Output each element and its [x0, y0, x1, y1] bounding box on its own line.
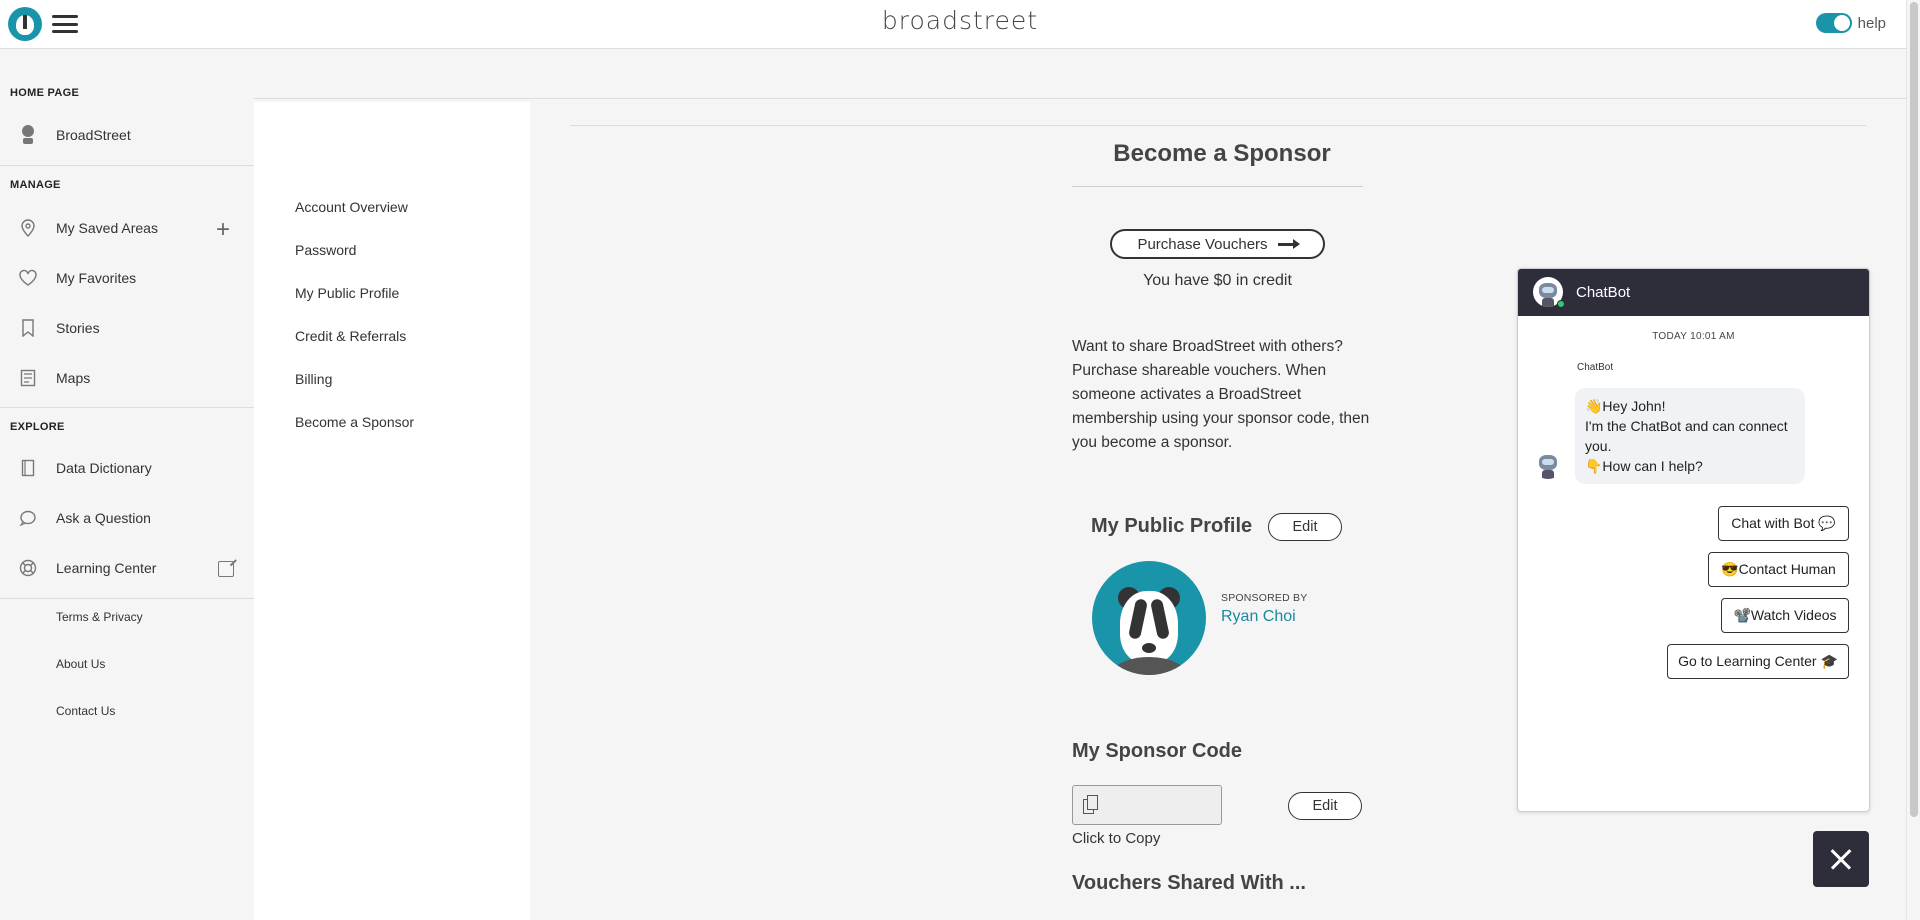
public-profile-link[interactable]: My Public Profile	[295, 285, 400, 301]
chat-bubble-icon	[18, 508, 38, 528]
online-status-icon	[1557, 300, 1565, 308]
sidebar-item-label: BroadStreet	[56, 127, 131, 143]
sidebar-item-label: Ask a Question	[56, 510, 151, 526]
watch-videos-button[interactable]: 📽️Watch Videos	[1721, 598, 1849, 633]
chatbot-header	[1518, 269, 1869, 316]
sidebar-item-stories[interactable]	[0, 308, 254, 348]
sidebar-item-label: Stories	[56, 320, 100, 336]
sidebar-item-data-dictionary[interactable]	[0, 448, 254, 488]
chat-sender-name: ChatBot	[1577, 362, 1614, 373]
help-toggle[interactable]	[1816, 13, 1886, 33]
sponsor-code-heading: My Sponsor Code	[1072, 740, 1243, 762]
chat-message-line: I'm the ChatBot and can connect you.	[1585, 418, 1788, 454]
password-link[interactable]: Password	[295, 242, 357, 258]
heart-icon	[18, 268, 38, 288]
learning-center-button[interactable]: Go to Learning Center 🎓	[1667, 644, 1849, 679]
sidebar-item-label: Data Dictionary	[56, 460, 152, 476]
sponsor-name-link[interactable]: Ryan Choi	[1221, 608, 1296, 625]
billing-link[interactable]: Billing	[295, 371, 333, 387]
account-overview-link[interactable]: Account Overview	[295, 199, 408, 215]
chatbot-panel	[1517, 268, 1870, 812]
main-divider	[570, 125, 1866, 126]
sidebar-item-label: Learning Center	[56, 560, 157, 576]
sidebar-item-ask-question[interactable]	[0, 498, 254, 538]
chat-message-bubble	[1575, 388, 1805, 484]
purchase-vouchers-button[interactable]	[1110, 229, 1325, 259]
external-link-icon[interactable]	[218, 561, 234, 577]
credit-balance: You have $0 in credit	[1143, 272, 1292, 289]
sidebar-item-broadstreet[interactable]	[0, 115, 254, 155]
robot-avatar-icon	[1533, 449, 1563, 479]
nav-divider	[0, 407, 254, 408]
add-saved-area-button[interactable]: +	[216, 216, 231, 243]
click-to-copy-label: Click to Copy	[1072, 830, 1161, 847]
terms-privacy-link[interactable]: Terms & Privacy	[56, 610, 143, 624]
badger-avatar	[1092, 561, 1206, 675]
page-scrollbar[interactable]	[1906, 0, 1920, 920]
top-bar	[0, 0, 1906, 49]
subheader-divider	[254, 98, 1906, 99]
title-divider	[1072, 186, 1363, 187]
close-chat-button[interactable]	[1813, 831, 1869, 887]
help-toggle-switch[interactable]	[1816, 13, 1852, 33]
nav-divider	[0, 165, 254, 166]
chat-with-bot-button[interactable]: Chat with Bot 💬	[1718, 506, 1849, 541]
section-manage: MANAGE	[10, 179, 61, 191]
sponsor-code-field[interactable]	[1072, 785, 1222, 825]
sidebar-item-learning-center[interactable]	[0, 548, 254, 588]
sidebar-item-favorites[interactable]	[0, 258, 254, 298]
badger-logo-icon[interactable]	[8, 7, 42, 41]
vouchers-shared-heading: Vouchers Shared With ...	[1072, 872, 1306, 894]
section-home-page: HOME PAGE	[10, 87, 80, 99]
page-title: Become a Sponsor	[1113, 140, 1331, 167]
about-us-link[interactable]: About Us	[56, 657, 106, 671]
hamburger-menu-icon[interactable]	[52, 15, 78, 33]
credit-referrals-link[interactable]: Credit & Referrals	[295, 328, 407, 344]
sidebar-item-label: My Favorites	[56, 270, 137, 286]
nav-divider	[0, 598, 254, 599]
become-sponsor-link[interactable]: Become a Sponsor	[295, 414, 415, 430]
broadstreet-icon	[18, 125, 38, 145]
sponsor-description: Want to share BroadStreet with others? Purchase shareable vouchers. When someone activates a BroadStreet membership using your sponsor code, then you become a sponsor.	[1072, 338, 1370, 451]
map-icon	[18, 368, 38, 388]
lifebuoy-icon	[18, 558, 38, 578]
chat-message-line: 👇How can I help?	[1585, 458, 1703, 474]
account-settings-panel	[254, 102, 530, 920]
scrollbar-thumb[interactable]	[1910, 2, 1918, 817]
brand-logo[interactable]: broadstreet	[881, 6, 1039, 35]
copy-icon	[1083, 795, 1099, 815]
contact-human-button[interactable]: 😎Contact Human	[1708, 552, 1849, 587]
edit-sponsor-code-button[interactable]: Edit	[1288, 792, 1362, 820]
sidebar-item-maps[interactable]	[0, 358, 254, 398]
edit-profile-button[interactable]: Edit	[1268, 513, 1342, 541]
sidebar-item-label: Maps	[56, 370, 91, 386]
help-label: help	[1857, 14, 1886, 32]
contact-us-link[interactable]: Contact Us	[56, 704, 116, 718]
public-profile-heading: My Public Profile	[1091, 515, 1253, 537]
book-icon	[18, 458, 38, 478]
arrow-right-icon	[1278, 243, 1298, 246]
bookmark-icon	[18, 318, 38, 338]
sponsored-by-label: SPONSORED BY	[1221, 592, 1308, 604]
chat-timestamp: TODAY 10:01 AM	[1652, 331, 1735, 342]
chatbot-title: ChatBot	[1576, 284, 1631, 301]
chat-message-line: 👋Hey John!	[1585, 398, 1666, 414]
section-explore: EXPLORE	[10, 421, 65, 433]
purchase-vouchers-label: Purchase Vouchers	[1137, 235, 1268, 253]
sidebar-item-label: My Saved Areas	[56, 220, 158, 236]
map-pin-icon	[18, 218, 38, 238]
left-nav	[0, 49, 254, 920]
